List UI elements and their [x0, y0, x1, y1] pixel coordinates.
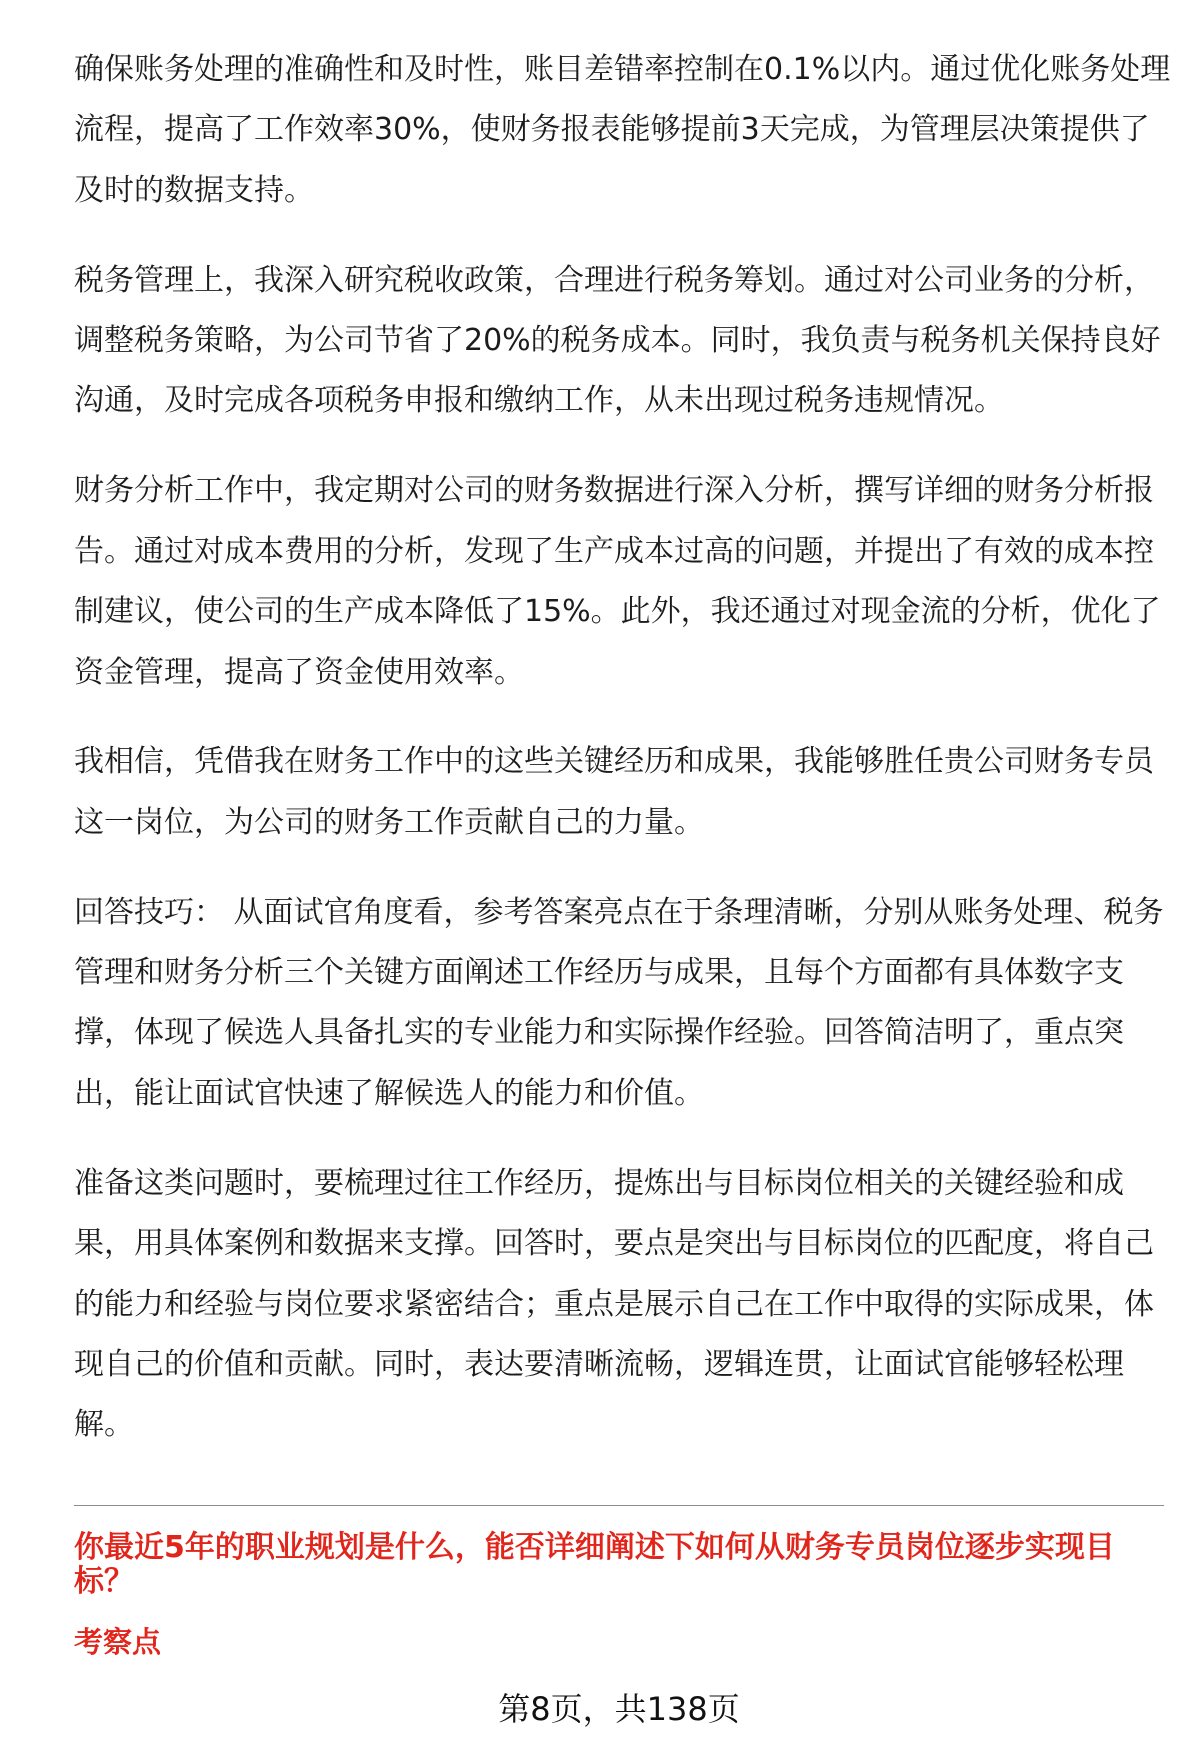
text-line: 撑，体现了候选人具备扎实的专业能力和实际操作经验。回答简洁明了，重点突: [74, 1015, 1124, 1051]
text-line: 这一岗位，为公司的财务工作贡献自己的力量。: [74, 804, 704, 840]
text-line: 资金管理，提高了资金使用效率。: [74, 654, 524, 690]
text-line: 调整税务策略，为公司节省了20%的税务成本。同时，我负责与税务机关保持良好: [74, 323, 1161, 359]
paragraph-conclusion: [74, 732, 1166, 853]
page-footer: 第8页，共138页: [498, 1690, 740, 1728]
text-line: 我相信，凭借我在财务工作中的这些关键经历和成果，我能够胜任贵公司财务专员: [74, 744, 1154, 780]
paragraph-accounting: [74, 40, 1171, 221]
text-line: 税务管理上，我深入研究税收政策，合理进行税务筹划。通过对公司业务的分析，: [74, 262, 1154, 298]
text-line: 告。通过对成本费用的分析，发现了生产成本过高的问题，并提出了有效的成本控: [74, 533, 1154, 569]
text-line: 制建议，使公司的生产成本降低了15%。此外，我还通过对现金流的分析，优化了: [74, 594, 1161, 630]
paragraph-answer-tips: [74, 883, 1166, 1125]
text-line: 管理和财务分析三个关键方面阐述工作经历与成果，且每个方面都有具体数字支: [74, 955, 1124, 991]
text-line: 回答技巧： 从面试官角度看，参考答案亮点在于条理清晰，分别从账务处理、税务: [74, 894, 1164, 930]
paragraph-tax: [74, 251, 1166, 432]
paragraph-analysis: [74, 461, 1166, 703]
text-line: 财务分析工作中，我定期对公司的财务数据进行深入分析，撰写详细的财务分析报: [74, 473, 1154, 509]
text-line: 流程，提高了工作效率30%，使财务报表能够提前3天完成，为管理层决策提供了: [74, 112, 1150, 148]
question-title: [74, 1531, 1166, 1599]
question-title-line: 标？: [74, 1564, 134, 1599]
text-line: 沟通，及时完成各项税务申报和缴纳工作，从未出现过税务违规情况。: [74, 383, 1004, 419]
section-divider: [74, 1505, 1164, 1506]
text-line: 及时的数据支持。: [74, 172, 314, 208]
text-line: 现自己的价值和贡献。同时，表达要清晰流畅，逻辑连贯，让面试官能够轻松理: [74, 1346, 1124, 1382]
text-line: 准备这类问题时，要梳理过往工作经历，提炼出与目标岗位相关的关键经验和成: [74, 1165, 1124, 1201]
text-line: 确保账务处理的准确性和及时性，账目差错率控制在0.1%以内。通过优化账务处理: [74, 52, 1171, 87]
text-line: 果，用具体案例和数据来支撑。回答时，要点是突出与目标岗位的匹配度，将自己: [74, 1226, 1154, 1262]
body-text: [74, 40, 1171, 1485]
text-line: 的能力和经验与岗位要求紧密结合；重点是展示自己在工作中取得的实际成果，体: [74, 1286, 1154, 1322]
question-title-line: 你最近5年的职业规划是什么，能否详细阐述下如何从财务专员岗位逐步实现目: [74, 1530, 1115, 1565]
text-line: 出，能让面试官快速了解候选人的能力和价值。: [74, 1075, 704, 1111]
paragraph-preparation: [74, 1154, 1166, 1456]
section-label-examination-points: 考察点: [74, 1625, 162, 1659]
text-line: 解。: [74, 1407, 134, 1443]
